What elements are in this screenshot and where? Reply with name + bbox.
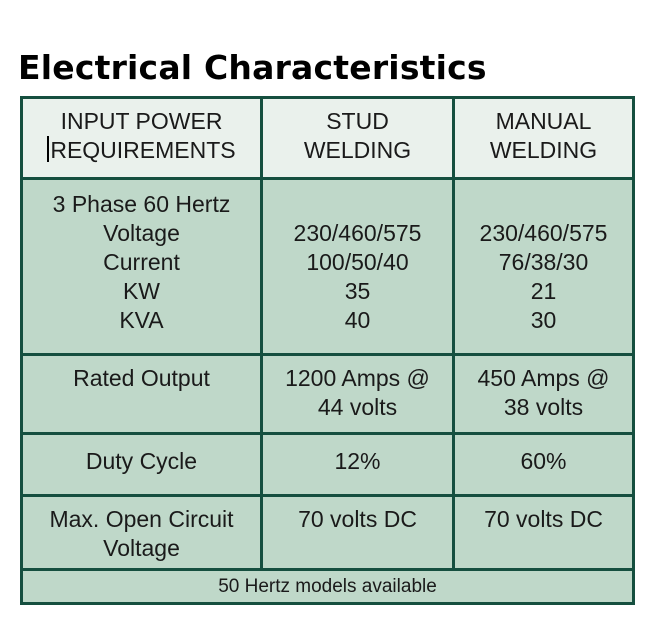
duty-cycle-manual: 60%	[454, 434, 634, 496]
manual-current: 76/38/30	[498, 249, 589, 275]
header-manual-line-2: WELDING	[489, 137, 598, 163]
open-circuit-label-line-2: Voltage	[103, 535, 180, 561]
stud-voltage: 230/460/575	[293, 220, 422, 246]
stud-kva: 40	[344, 307, 371, 333]
cell-phase-labels	[22, 179, 262, 355]
cell-phase-stud	[262, 179, 454, 355]
manual-voltage: 230/460/575	[479, 220, 608, 246]
header-input-power-line-2-text: REQUIREMENTS	[50, 137, 236, 163]
spacer	[267, 190, 448, 219]
header-stud-line-1: STUD	[326, 108, 389, 134]
footer-note: 50 Hertz models available	[22, 570, 634, 604]
header-manual-line-1: MANUAL	[495, 108, 592, 134]
open-circuit-stud: 70 volts DC	[262, 496, 454, 570]
table-footer-row	[22, 570, 634, 604]
stud-current: 100/50/40	[306, 249, 409, 275]
cell-rated-stud	[262, 355, 454, 434]
spacer	[459, 190, 628, 219]
label-current: Current	[103, 249, 180, 275]
header-input-power	[22, 98, 262, 179]
rated-manual-line-1: 450 Amps @	[477, 365, 610, 391]
rated-stud-line-2: 44 volts	[317, 394, 398, 420]
manual-kw: 21	[530, 278, 557, 304]
duty-cycle-stud: 12%	[262, 434, 454, 496]
table-header-row	[22, 98, 634, 179]
table-row-rated-output	[22, 355, 634, 434]
table-row-three-phase	[22, 179, 634, 355]
open-circuit-manual: 70 volts DC	[454, 496, 634, 570]
table-row-open-circuit	[22, 496, 634, 570]
label-voltage: Voltage	[103, 220, 180, 246]
label-rated-output: Rated Output	[22, 355, 262, 434]
label-three-phase: 3 Phase 60 Hertz	[52, 191, 231, 217]
label-kw: KW	[122, 278, 161, 304]
cell-open-circuit-label	[22, 496, 262, 570]
header-input-power-line-1: INPUT POWER	[60, 108, 223, 134]
rated-manual-line-2: 38 volts	[503, 394, 584, 420]
header-manual-welding	[454, 98, 634, 179]
table-row-duty-cycle	[22, 434, 634, 496]
label-duty-cycle: Duty Cycle	[22, 434, 262, 496]
cell-rated-manual	[454, 355, 634, 434]
header-input-power-line-2	[27, 136, 256, 165]
header-stud-welding	[262, 98, 454, 179]
cell-phase-manual	[454, 179, 634, 355]
header-stud-line-2: WELDING	[303, 137, 412, 163]
rated-stud-line-1: 1200 Amps @	[285, 365, 430, 391]
manual-kva: 30	[530, 307, 557, 333]
page-title: Electrical Characteristics	[18, 48, 487, 87]
open-circuit-label-line-1: Max. Open Circuit	[49, 506, 234, 532]
electrical-characteristics-table	[20, 96, 635, 605]
stud-kw: 35	[344, 278, 371, 304]
label-kva: KVA	[119, 307, 164, 333]
